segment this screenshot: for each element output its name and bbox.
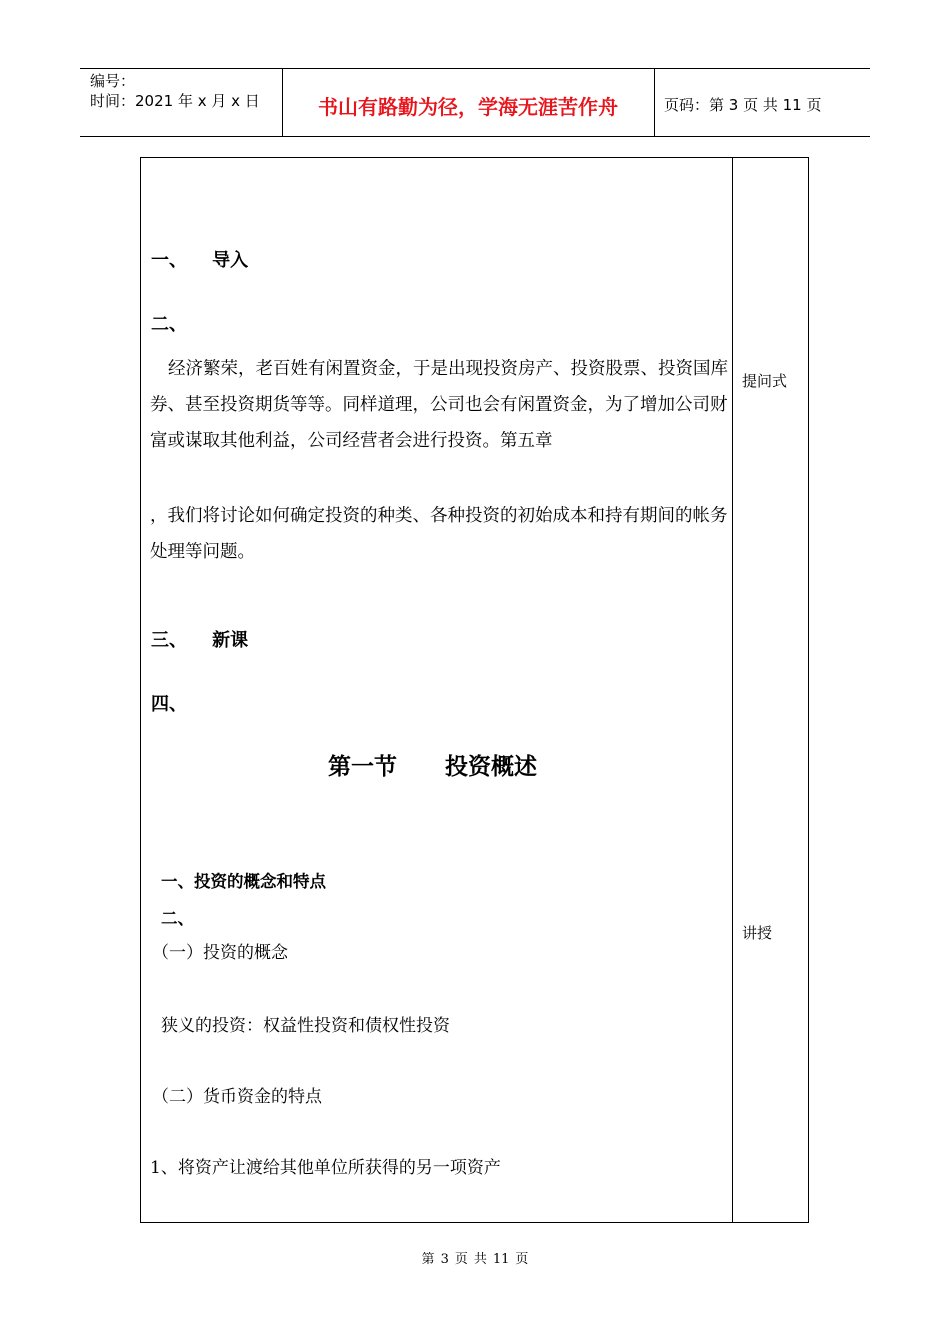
subheading-concept: 一、投资的概念和特点 xyxy=(161,872,326,891)
lesson-table xyxy=(140,157,809,1223)
footer-ye2: 页 xyxy=(515,1252,529,1267)
header-motto: 书山有路勤为径，学海无涯苦作舟 xyxy=(318,95,618,119)
footer-page-number: 3 xyxy=(440,1252,449,1267)
notes-column-divider xyxy=(732,157,733,1223)
header-top-rule xyxy=(80,68,870,69)
item-narrow-investment: 狭义的投资：权益性投资和债权性投资 xyxy=(161,1016,450,1036)
footer-total-pages: 11 xyxy=(492,1252,510,1267)
heading-intro: 一、 导入 xyxy=(151,250,249,271)
footer-gong: 共 xyxy=(473,1252,487,1267)
header-time: 时间：2021 年 x 月 x 日 xyxy=(90,92,260,110)
item-concept: （一）投资的概念 xyxy=(152,943,288,963)
intro-paragraph: 经济繁荣，老百姓有闲置资金，于是出现投资房产、投资股票、投资国库券、甚至投资期货等等。同样道理，公司也会有闲置资金，为了增加公司财富或谋取其他利益，公司经营者会进行投资。第五章 xyxy=(150,359,728,451)
header-bottom-rule xyxy=(80,136,870,137)
header-page: 页码：第 3 页 共 11 页 xyxy=(664,96,822,114)
item-asset-transfer: 1、将资产让渡给其他单位所获得的另一项资产 xyxy=(150,1158,501,1178)
heading-four: 四、 xyxy=(151,694,187,715)
heading-two: 二、 xyxy=(151,314,187,335)
page-footer xyxy=(0,1248,950,1267)
header-number: 编号： xyxy=(90,72,136,90)
note-lecture: 讲授 xyxy=(742,924,773,942)
item-cash-features: （二）货币资金的特点 xyxy=(152,1087,322,1107)
intro-paragraph-continued: ，我们将讨论如何确定投资的种类、各种投资的初始成本和持有期间的帐务处理等问题。 xyxy=(150,506,728,562)
heading-new-lesson: 三、 新课 xyxy=(151,630,249,651)
section-title: 第一节 投资概述 xyxy=(328,754,538,780)
header-divider-right xyxy=(654,68,655,136)
subheading-two: 二、 xyxy=(161,909,194,928)
footer-ye: 页 xyxy=(454,1252,468,1267)
note-questioning: 提问式 xyxy=(742,372,788,390)
footer-di: 第 xyxy=(421,1252,435,1267)
